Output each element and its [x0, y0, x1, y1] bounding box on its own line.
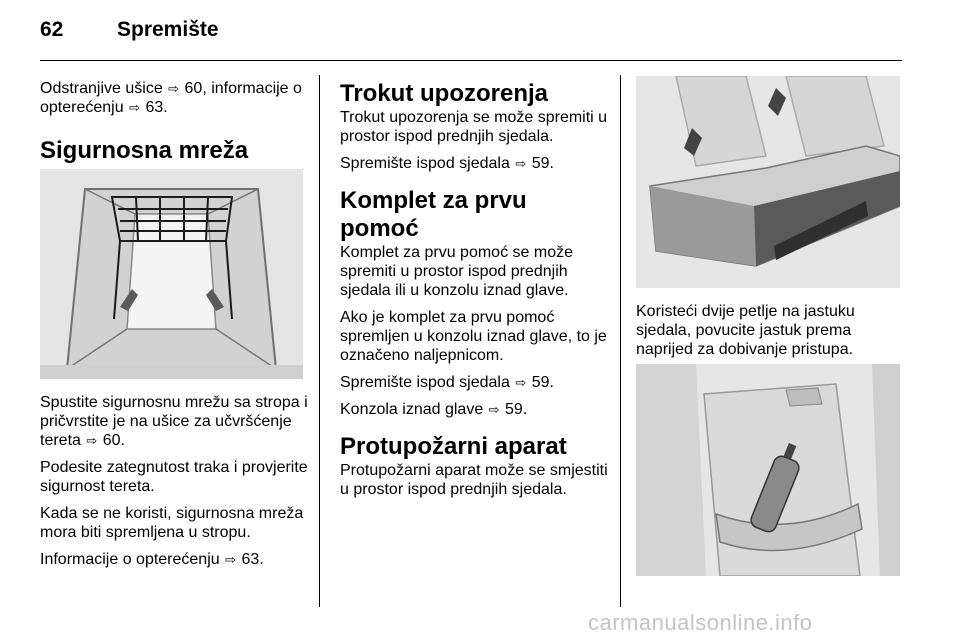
paragraph-adjust-straps: Podesite zategnutost traka i provjerite sigurnost tereta. [40, 459, 308, 495]
reference-arrow-icon: ⇨ [225, 552, 237, 567]
reference-arrow-icon: ⇨ [129, 100, 140, 115]
paragraph-first-aid: Komplet za prvu pomoć se može spremiti u prostor ispod prednjih sjedala ili u konzolu iznad glave. [340, 244, 573, 299]
column-1 [40, 79, 310, 165]
paragraph-storage: Kada se ne koristi, sigurnosna mreža mora biti spremljena u stropu. [40, 505, 304, 541]
section-heading-safety-net: Sigurnosna mreža [40, 137, 249, 164]
paragraph-load-info: Informacije o opterećenju ⇨ 63. [40, 551, 264, 568]
paragraph-seat-storage-ref-2: Spremište ispod sjedala ⇨ 59. [340, 374, 554, 391]
paragraph-lower-net: Spustite sigurnosnu mrežu sa stropa i pričvrstite je na ušice za učvršćenje tereta ⇨ 60. [40, 394, 308, 449]
fire-extinguisher-illustration [636, 364, 900, 576]
page-title: Spremište [117, 18, 219, 41]
reference-arrow-icon: ⇨ [168, 81, 180, 96]
page-number: 62 [40, 18, 64, 41]
column-2 [340, 80, 608, 507]
paragraph-seat-storage-ref: Spremište ispod sjedala ⇨ 59. [340, 155, 554, 172]
reference-arrow-icon: ⇨ [515, 375, 527, 390]
reference-arrow-icon: ⇨ [515, 156, 527, 171]
column-divider-2 [620, 75, 621, 607]
paragraph-fire-extinguisher: Protupožarni aparat može se smjestiti u prostor ispod prednjih sjedala. [340, 462, 608, 498]
reference-arrow-icon: ⇨ [488, 402, 500, 417]
watermark: carmanualsonline.info [588, 610, 813, 635]
safety-net-illustration [40, 169, 303, 379]
section-heading-first-aid: Komplet za prvu pomoć [340, 187, 527, 242]
intro-paragraph: Odstranjive ušice ⇨ 60, informacije o opterećenju ⇨ 63. [40, 80, 302, 116]
column-1-lower [40, 393, 310, 577]
header-rule [40, 60, 902, 61]
paragraph-seat-cushion: Koristeći dvije petlje na jastuku sjedala, povucite jastuk prema naprijed za dobivanje pristupa. [636, 303, 855, 358]
seat-cushion-illustration [636, 76, 900, 288]
section-heading-warning-triangle: Trokut upozorenja [340, 80, 549, 107]
reference-arrow-icon: ⇨ [86, 433, 98, 448]
column-3 [636, 302, 902, 367]
paragraph-warning-triangle: Trokut upozorenja se može spremiti u prostor ispod prednjih sjedala. [340, 109, 608, 145]
section-heading-fire-extinguisher: Protupožarni aparat [340, 433, 567, 460]
paragraph-first-aid-label: Ako je komplet za prvu pomoć spremljen u konzolu iznad glave, to je označeno naljepnicom. [340, 309, 607, 364]
column-divider-1 [319, 75, 320, 607]
paragraph-overhead-console-ref: Konzola iznad glave ⇨ 59. [340, 401, 528, 418]
